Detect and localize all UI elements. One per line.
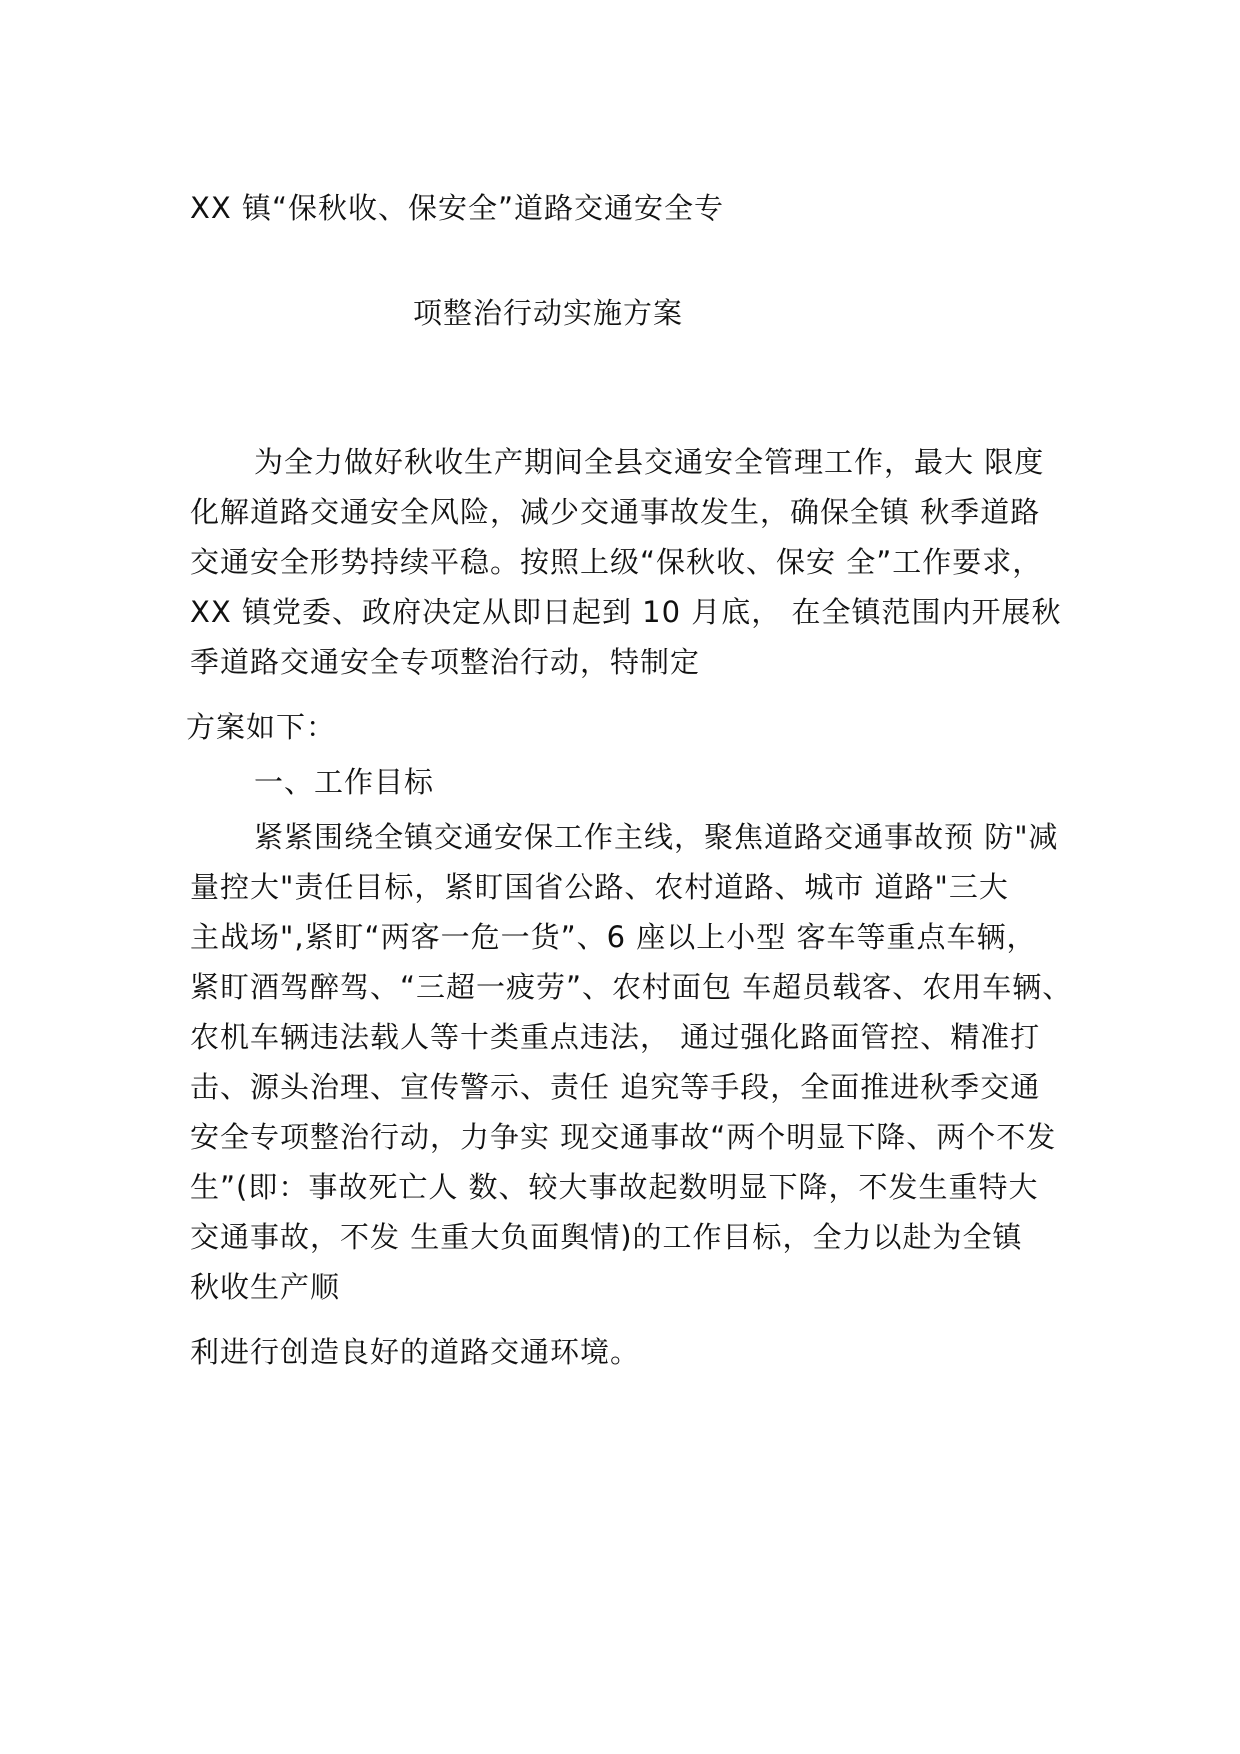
paragraph-line: 利进行创造良好的道路交通环境。 [190, 1335, 641, 1369]
paragraph-line: 生”(即：事故死亡人 数、较大事故起数明显下降，不发生重特大 [190, 1170, 1039, 1204]
document-title-line-1: XX 镇“保秋收、保安全”道路交通安全专 [190, 191, 725, 225]
paragraph-line: 紧盯酒驾醉驾、“三超一疲劳”、农村面包 车超员载客、农用车辆、 [190, 970, 1073, 1004]
paragraph-line: 化解道路交通安全风险，减少交通事故发生，确保全镇 秋季道路 [190, 495, 1041, 529]
document-title-line-2: 项整治行动实施方案 [413, 296, 684, 330]
paragraph-line: 为全力做好秋收生产期间全县交通安全管理工作，最大 限度 [254, 445, 1045, 479]
paragraph-line: 击、源头治理、宣传警示、责任 追究等手段，全面推进秋季交通 [190, 1070, 1041, 1104]
paragraph-line: 季道路交通安全专项整治行动，特制定 [190, 645, 701, 679]
paragraph-line: XX 镇党委、政府决定从即日起到 10 月底， 在全镇范围内开展秋 [190, 595, 1062, 629]
paragraph-line: 安全专项整治行动，力争实 现交通事故“两个明显下降、两个不发 [190, 1120, 1057, 1154]
paragraph-line: 量控大"责任目标，紧盯国省公路、农村道路、城市 道路"三大 [190, 870, 1009, 904]
section-heading: 一、工作目标 [254, 765, 435, 799]
paragraph-line: 交通安全形势持续平稳。按照上级“保秋收、保安 全”工作要求， [190, 545, 1043, 579]
paragraph-line: 方案如下： [186, 710, 337, 744]
paragraph-line: 主战场",紧盯“两客一危一货”、6 座以上小型 客车等重点车辆， [190, 920, 1037, 954]
paragraph-line: 紧紧围绕全镇交通安保工作主线，聚焦道路交通事故预 防"减 [254, 820, 1059, 854]
paragraph-line: 秋收生产顺 [190, 1270, 341, 1304]
paragraph-line: 交通事故，不发 生重大负面舆情)的工作目标，全力以赴为全镇 [190, 1220, 1023, 1254]
paragraph-line: 农机车辆违法载人等十类重点违法， 通过强化路面管控、精准打 [190, 1020, 1041, 1054]
